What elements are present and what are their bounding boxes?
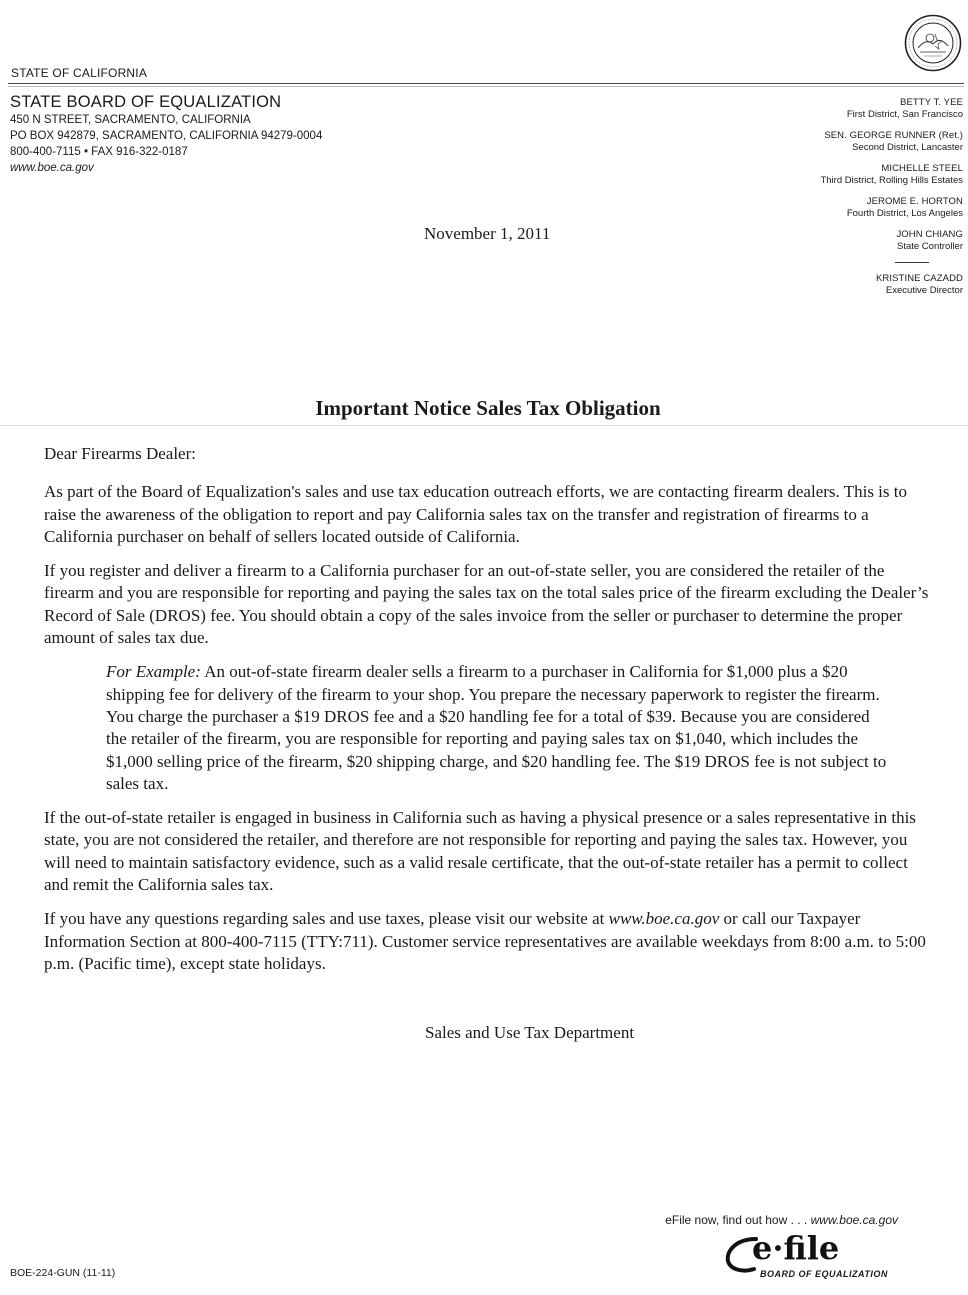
title-rule <box>0 425 968 426</box>
paragraph-outreach: As part of the Board of Equalization's sales and use tax education outreach efforts, we are contacting firearm dealers. This is to raise the awareness of the obligation to report and pay California sales tax on the transfer and registration of firearms to a California purchaser on behalf of sellers located outside of California. <box>44 482 907 546</box>
signature: Sales and Use Tax Department <box>425 1023 635 1042</box>
efile-logo-subtitle: BOARD OF EQUALIZATION <box>760 1269 888 1279</box>
official-title: Executive Director <box>885 285 963 296</box>
official-district: First District, San Francisco <box>846 109 963 120</box>
paragraph-out-of-state: If the out-of-state retailer is engaged in business in California such as having a physical presence or a sales representative in this state, you are not considered the retailer, and therefore are not responsible for reporting and paying the sales tax. However, you will need to maintain satisfactory evidence, such as a valid resale certificate, that the out-of-state retailer has a permit to collect and remit the California sales tax. <box>44 808 916 895</box>
website-link[interactable]: www.boe.ca.gov <box>10 162 94 174</box>
official-entry <box>733 130 963 154</box>
efile-logo-word: e·file <box>752 1229 840 1267</box>
official-district: Second District, Lancaster <box>852 142 963 153</box>
salutation: Dear Firearms Dealer: <box>44 444 196 463</box>
official-entry <box>733 196 963 220</box>
official-name: KRISTINE CAZADD <box>875 273 963 284</box>
official-district: State Controller <box>896 241 963 252</box>
website-link[interactable]: www.boe.ca.gov <box>608 909 720 929</box>
efile-logo <box>722 1229 902 1283</box>
official-entry <box>733 97 963 121</box>
official-name: MICHELLE STEEL <box>881 163 963 174</box>
header-rule-thin <box>8 86 964 87</box>
paragraph-example <box>106 661 890 795</box>
official-entry <box>733 229 963 253</box>
board-name: STATE BOARD OF EQUALIZATION <box>10 93 282 111</box>
phone-fax-line: 800-400-7115 • FAX 916-322-0187 <box>10 146 188 158</box>
official-district: Third District, Rolling Hills Estates <box>820 175 963 186</box>
official-name: JOHN CHIANG <box>896 229 963 240</box>
form-number: BOE-224-GUN (11-11) <box>10 1267 116 1279</box>
contact-text-after: or call our Taxpayer Information Section at 800-400-7115 (TTY:711). Customer service representatives are available weekdays from 8:00 a.m. to 5:00 p.m. (Pacific time), except state holidays. <box>44 909 926 973</box>
paragraph-retailer: If you register and deliver a firearm to a California purchaser for an out-of-state seller, you are considered the retailer of the firearm and you are responsible for reporting and paying the sales tax on the total sales price of the firearm excluding the Dealer’s Record of Sale (DROS) fee. You should obtain a copy of the sales invoice from the seller or purchaser to determine the proper amount of sales tax due. <box>44 561 929 648</box>
official-name: JEROME E. HORTON <box>866 196 963 207</box>
efile-url-link[interactable]: www.boe.ca.gov <box>810 1213 898 1227</box>
official-district: Fourth District, Los Angeles <box>846 208 963 219</box>
officials-divider <box>895 262 929 263</box>
state-seal-icon <box>904 14 962 72</box>
address-line: 450 N STREET, SACRAMENTO, CALIFORNIA <box>10 114 251 126</box>
officials-list <box>733 97 963 306</box>
address-line: PO BOX 942879, SACRAMENTO, CALIFORNIA 94279-0004 <box>10 130 323 142</box>
official-entry <box>733 273 963 297</box>
header-rule <box>8 83 964 84</box>
letter-date: November 1, 2011 <box>424 224 551 243</box>
official-entry <box>733 163 963 187</box>
notice-title: Important Notice Sales Tax Obligation <box>315 396 661 420</box>
contact-text-before: If you have any questions regarding sales and use taxes, please visit our website at <box>44 909 609 929</box>
official-name: SEN. GEORGE RUNNER (Ret.) <box>824 130 963 141</box>
example-text: An out-of-state firearm dealer sells a firearm to a purchaser in California for $1,000 plus a $20 shipping fee for delivery of the firearm to your shop. You prepare the necessary paperwork to register the firearm. You charge the purchaser a $19 DROS fee and a $20 handling fee for a total of $39. Because you are considered the retailer of the firearm, you are responsible for reporting and paying sales tax on $1,040, which includes the $1,000 selling price of the firearm, $20 shipping charge, and $20 handling fee. The $19 DROS fee is not subject to sales tax. <box>106 662 887 793</box>
efile-promo-text: eFile now, find out how . . . <box>665 1213 811 1227</box>
paragraph-contact <box>44 908 936 975</box>
state-label: STATE OF CALIFORNIA <box>11 66 148 80</box>
efile-promo <box>665 1213 898 1227</box>
letter-body <box>44 443 936 987</box>
example-label: For Example: <box>106 662 201 682</box>
official-name: BETTY T. YEE <box>900 97 963 108</box>
